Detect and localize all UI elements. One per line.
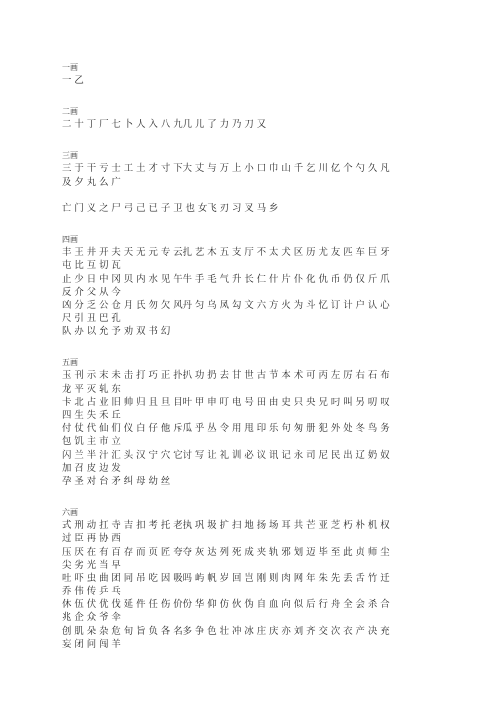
character-line: 三 于 干 亏 士 工 土 才 寸 下大 丈 与 万 上 小 口 巾 山 千 乞 川 亿 个 勺 久 凡 — [62, 163, 390, 175]
character-line: 凶 分 乏 公 仓 月 氏 勿 欠 风丹 匀 乌 凤 勾 文 六 方 火 为 斗 忆 订 计 户 认 心 — [62, 299, 390, 311]
character-line: 吐 吓 虫 曲 团 同 吊 吃 因 吸吗 屿 帆 岁 回 岂 刚 则 肉 网 年 朱 先 丢 舌 竹 迁 — [62, 572, 390, 584]
character-line: 尖 劣 光 当 早 — [62, 559, 121, 571]
section-stroke-5 — [62, 357, 436, 488]
character-line: 丰 王 井 开 夫 天 无 元 专 云扎 艺 木 五 支 厅 不 太 犬 区 历 尤 友 匹 车 巨 牙 — [62, 247, 390, 259]
character-line: 付 仗 代 仙 们 仪 白 仔 他 斥瓜 乎 丛 令 用 甩 印 乐 句 匆 册 犯 外 处 冬 鸟 务 — [62, 423, 390, 435]
character-line: 龙 平 灭 轧 东 — [62, 383, 121, 395]
character-line: 包 饥 主 市 立 — [62, 436, 121, 448]
character-line: 创 肌 朵 杂 危 旬 旨 负 各 名多 争 色 壮 冲 冰 庄 庆 亦 刘 齐 交 次 衣 产 决 充 — [62, 625, 390, 637]
character-line: 兆 企 众 爷 伞 — [62, 612, 121, 624]
character-line: 式 刑 动 扛 寺 吉 扣 考 托 老执 巩 圾 扩 扫 地 扬 场 耳 共 芒 亚 芝 朽 朴 机 权 — [62, 520, 390, 532]
character-line: 及 夕 丸 么 广 — [62, 176, 121, 188]
character-line: 加 召 皮 边 发 — [62, 462, 121, 474]
character-line: 休 伍 伏 优 伐 延 件 任 伤 价份 华 仰 仿 伙 伪 自 血 向 似 后 行 舟 全 会 杀 合 — [62, 599, 390, 611]
character-line: 四 生 失 禾 丘 — [62, 410, 121, 421]
section-heading: 一画 — [62, 63, 78, 72]
character-line: 尺 引 丑 巴 孔 — [62, 313, 121, 325]
character-line — [62, 189, 436, 202]
section-heading: 五画 — [62, 358, 78, 368]
character-line: 队 办 以 允 予 劝 双 书 幻 — [62, 326, 171, 338]
section-stroke-4 — [62, 234, 436, 338]
character-line: 妄 闭 问 闯 羊 — [62, 638, 121, 650]
section-heading: 三画 — [62, 151, 78, 161]
character-line: 二 十 丁 厂 七 卜 人 入 八 九几 儿 了 力 乃 刀 又 — [62, 119, 267, 131]
character-line: 闪 兰 半 汁 汇 头 汉 宁 穴 它讨 写 让 礼 训 必 议 讯 记 永 司 尼 民 出 辽 奶 奴 — [62, 449, 390, 461]
character-line: 过 臣 再 协 西 — [62, 533, 121, 545]
character-line: 卡 北 占 业 旧 帅 归 且 旦 目叶 甲 申 叮 电 号 田 由 史 只 央 兄 叼 叫 另 叨 叹 — [62, 396, 390, 408]
character-line: 乔 伟 传 乒 乓 — [62, 586, 121, 598]
section-stroke-1 — [62, 62, 436, 87]
section-stroke-2 — [62, 106, 436, 131]
character-list — [62, 62, 436, 651]
character-line: 屯 比 互 切 瓦 — [62, 260, 121, 272]
character-line: 止 少 日 中 冈 贝 内 水 见 午牛 手 毛 气 升 长 仁 什 片 仆 化 仇 币 仍 仅 斤 爪 — [62, 273, 390, 285]
section-heading: 六画 — [62, 508, 78, 518]
character-line: 玉 刊 示 末 未 击 打 巧 正 扑扒 功 扔 去 甘 世 古 节 本 术 可 丙 左 厉 右 石 布 — [62, 370, 390, 382]
section-heading: 四画 — [62, 235, 78, 245]
section-stroke-3 — [62, 150, 436, 215]
character-line: 一 乙 — [62, 75, 84, 86]
character-line: 反 介 父 从 今 — [62, 286, 121, 298]
character-line: 孕 圣 对 台 矛 纠 母 幼 丝 — [62, 475, 171, 487]
character-line: 亡 门 义 之 尸 弓 己 已 子 卫 也 女飞 刃 习 叉 马 乡 — [62, 202, 279, 214]
character-line: 压 厌 在 有 百 存 而 页 匠 夸夺 灰 达 列 死 成 夹 轨 邪 划 迈 毕 至 此 贞 师 尘 — [62, 546, 390, 558]
section-stroke-6 — [62, 507, 436, 651]
section-heading: 二画 — [62, 107, 78, 117]
